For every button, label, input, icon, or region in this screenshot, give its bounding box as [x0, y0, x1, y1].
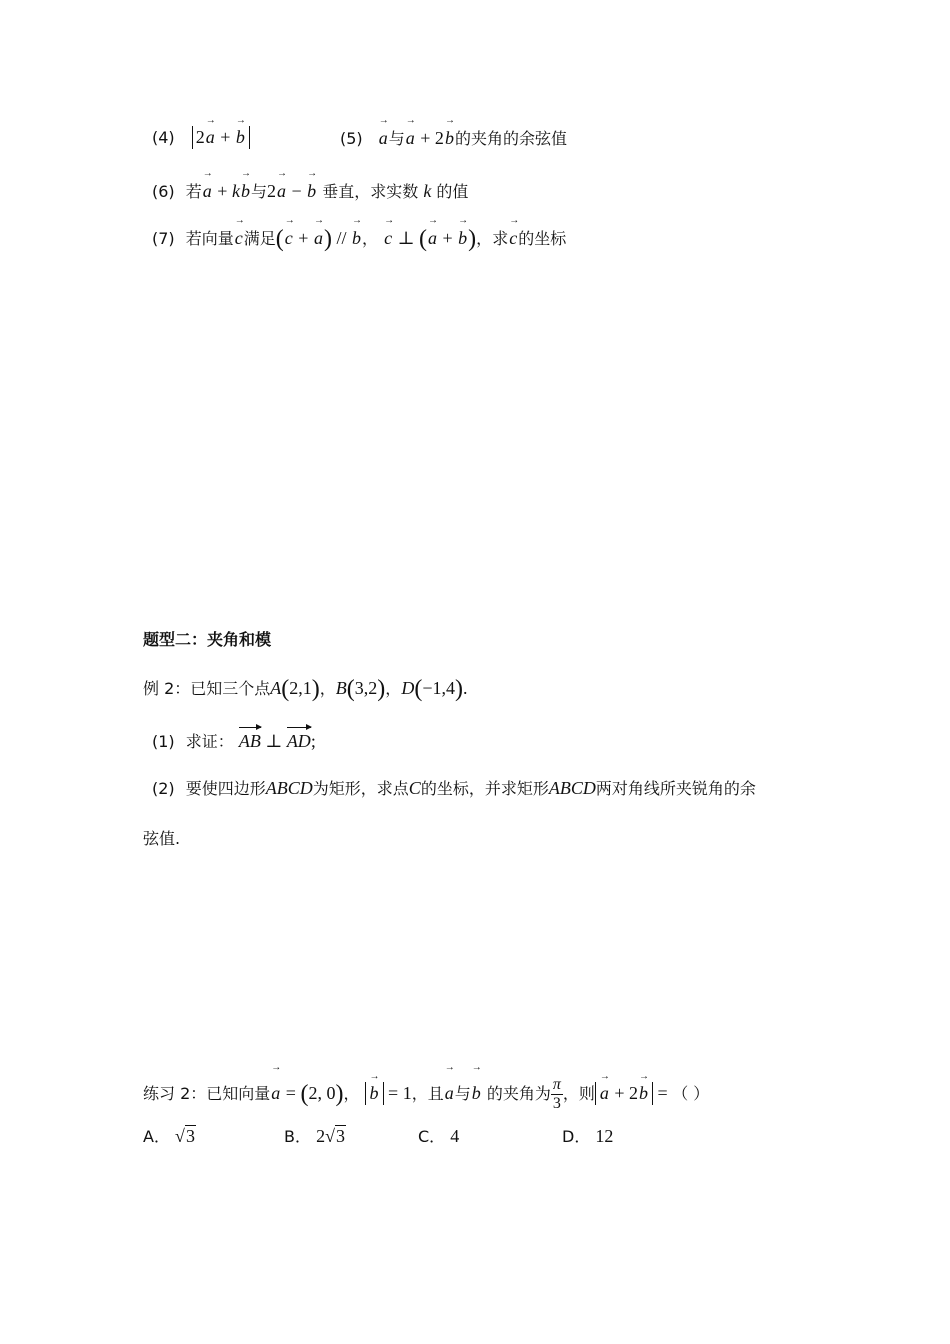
q6-suffix: 垂直，求实数 — [322, 182, 419, 201]
q7-comma-2: ， — [476, 229, 493, 248]
q7-ask: 求 — [492, 229, 509, 248]
option-b-value: 2√3 — [316, 1126, 345, 1146]
exercise-connector: 与 — [454, 1084, 471, 1103]
sub2-label: (2) — [152, 779, 175, 798]
sub2-text-d: 两对角线所夹锐角的余 — [595, 779, 756, 798]
option-d[interactable] — [562, 1124, 613, 1149]
question-4 — [152, 126, 250, 150]
section-heading: 题型二：夹角和模 — [143, 630, 272, 649]
answer-blank: （ ） — [672, 1084, 710, 1103]
q7-label: (7) — [152, 229, 175, 248]
q7-prefix: 若向量 — [185, 229, 234, 248]
option-c-value: 4 — [450, 1126, 460, 1146]
q7-tail: 的坐标 — [518, 229, 567, 248]
example-sub-2: (2) 要使四边形ABCD为矩形，求点C的坐标，并求矩形ABCD两对角线所夹锐角的余 — [152, 778, 756, 798]
q6-prefix: 若 — [185, 182, 202, 201]
option-b[interactable] — [284, 1124, 346, 1149]
q5-connector: 与 — [388, 129, 405, 148]
sub1-text: 求证： — [185, 732, 234, 751]
question-6: (6) 若a → + kb →与2a → − b → 垂直，求实数 k 的值 — [152, 179, 468, 204]
q4-label: (4) — [152, 128, 175, 147]
sub2-text-a: 要使四边形 — [185, 779, 266, 798]
exercise-then: ，则 — [562, 1084, 595, 1103]
option-d-value: 12 — [595, 1126, 614, 1146]
example-sub-1: (1) 求证： AB ⊥ AD; — [152, 727, 316, 754]
q7-comma: ， — [361, 229, 378, 248]
q7-mid: 满足 — [243, 229, 276, 248]
option-b-letter: B． — [284, 1127, 311, 1146]
example-sub-2-cont: 弦值. — [143, 829, 181, 848]
q6-connector: 与 — [250, 182, 267, 201]
q6-label: (6) — [152, 182, 175, 201]
option-a[interactable] — [143, 1124, 196, 1149]
pi-over-3: $\frac{\pi}{3}$ — [552, 1076, 561, 1112]
exercise-and: ，且 — [411, 1084, 444, 1103]
question-5: (5) a →与a → + 2b →的夹角的余弦值 — [340, 126, 567, 151]
q6-tail: 的值 — [436, 182, 469, 201]
option-c[interactable] — [418, 1124, 459, 1149]
question-7: (7) 若向量c →满足(c → + a →) // b →， c → ⊥ (a → + b →)，求c →的坐标 — [152, 226, 566, 251]
example-2: 例 2：已知三个点A(2,1)，B(3,2)，D(−1,4). — [143, 676, 468, 702]
exercise-label: 练习 2：已知向量 — [143, 1084, 271, 1103]
option-a-letter: A． — [143, 1127, 170, 1146]
option-a-value: √3 — [175, 1126, 195, 1146]
option-d-letter: D． — [562, 1127, 591, 1146]
q4-expression: 2a → + b → — [192, 126, 250, 149]
option-c-letter: C． — [418, 1127, 446, 1146]
exercise-2: 练习 2：已知向量a → = (2, 0)， b → = 1，且a →与b → 的夹角为 $\frac{\pi}{3}$ ，则 a → + 2b → = （ ） — [143, 1073, 709, 1114]
sub1-label: (1) — [152, 732, 175, 751]
sub2-text-c: 的坐标，并求矩形 — [420, 779, 549, 798]
exercise-angle-text: 的夹角为 — [486, 1084, 551, 1103]
example-label: 例 2：已知三个点 — [143, 679, 271, 698]
q5-label: (5) — [340, 129, 363, 148]
sub2-text-b: 为矩形，求点 — [312, 779, 409, 798]
q5-text: 的夹角的余弦值 — [454, 129, 567, 148]
